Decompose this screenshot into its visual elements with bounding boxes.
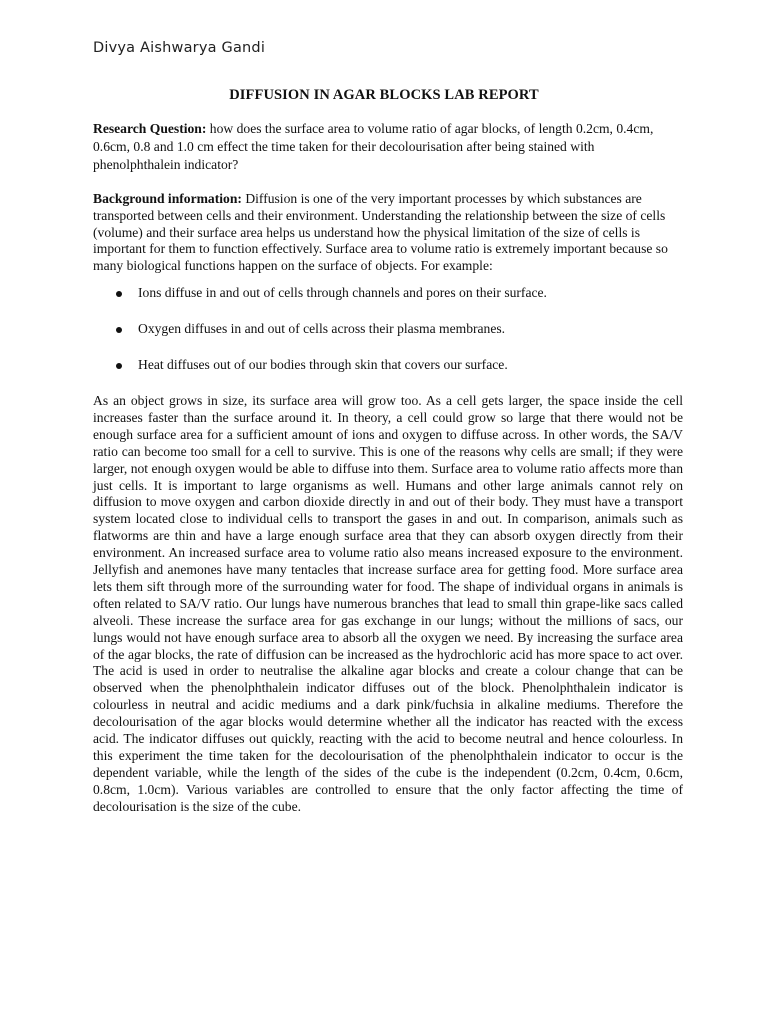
report-body [93, 120, 683, 816]
bullet-icon [116, 291, 122, 297]
list-item-text: Oxygen diffuses in and out of cells across their plasma membranes. [138, 321, 506, 337]
research-question-label: Research Question: [93, 121, 207, 136]
list-item [93, 357, 683, 374]
background-information [93, 191, 683, 276]
report-title: DIFFUSION IN AGAR BLOCKS LAB REPORT [229, 87, 539, 103]
background-label: Background information: [93, 190, 242, 206]
bullet-icon [116, 327, 122, 333]
bullet-icon [116, 363, 122, 369]
list-item [93, 321, 683, 338]
author-name: Divya Aishwarya Gandi [93, 40, 266, 56]
research-question-text: how does the surface area to volume ratio of agar blocks, of length 0.2cm, 0.4cm, 0.6cm, 0.8 and 1.0 cm effect the time taken for their decolourisation after being stained with phenolphthalein indicator? [93, 121, 654, 172]
list-item-text: Ions diffuse in and out of cells through channels and pores on their surface. [138, 285, 547, 301]
example-list [93, 285, 683, 374]
main-paragraph: As an object grows in size, its surface area will grow too. As a cell gets larger, the space inside the cell increases faster than the surface around it. In theory, a cell could grow so large that there would not be enough surface area for a sufficient amount of ions and oxygen to diffuse across. In other words, the SA/V ratio can become too small for a cell to survive. This is one of the reasons why cells are small; if they were larger, not enough oxygen would be able to diffuse into them. Surface area to volume ratio affects more than just cells. It is important to large organisms as well. Humans and other large animals cannot rely on diffusion to move oxygen and carbon dioxide directly in and out of their body. They must have a transport system located close to individual cells to transport the gases in and out. In comparison, animals such as flatworms are thin and have a large enough surface area that they can absorb oxygen directly from their environment. An increased surface area to volume ratio also means increased exposure to the environment. Jellyfish and anemones have many tentacles that increase surface area for getting food. More surface area lets them sift through more of the surrounding water for food. The shape of individual organs in animals is often related to SA/V ratio. Our lungs have numerous branches that lead to small thin grape-like sacs called alveoli. These increase the surface area for gas exchange in our lungs; without the millions of sacs, our lungs would not have enough surface area to absorb all the oxygen we need. By increasing the surface area of the agar blocks, the rate of diffusion can be increased as the hydrochloric acid has more space to act over. The acid is used in order to neutralise the alkaline agar blocks and create a colour change that can be observed when the phenolphthalein indicator diffuses out of the block. Phenolphthalein indicator is colourless in neutral and acidic mediums and a dark pink/fuchsia in alkaline mediums. Therefore the decolourisation of the agar blocks would determine whether all the indicator has reacted with the excess acid. The indicator diffuses out quickly, reacting with the acid to become neutral and hence colourless. In this experiment the time taken for the decolourisation of the phenolphthalein indicator to occur is the dependent variable, while the length of the sides of the cube is the independent (0.2cm, 0.4cm, 0.6cm, 0.8cm, 1.0cm). Various variables are controlled to ensure that the only factor affecting the time of decolourisation is the size of the cube. [93, 392, 683, 814]
list-item-text: Heat diffuses out of our bodies through skin that covers our surface. [138, 357, 508, 373]
background-text: Diffusion is one of the very important processes by which substances are transported between cells and their environment. Understanding the relationship between the size of cells (volume) and their surface area helps us understand how the physical limitation of the size of cells is important for them to function effectively. Surface area to volume ratio is extremely important because so many biological functions happen on the surface of objects. For example: [93, 190, 668, 274]
list-item [93, 285, 683, 302]
research-question [93, 120, 683, 174]
